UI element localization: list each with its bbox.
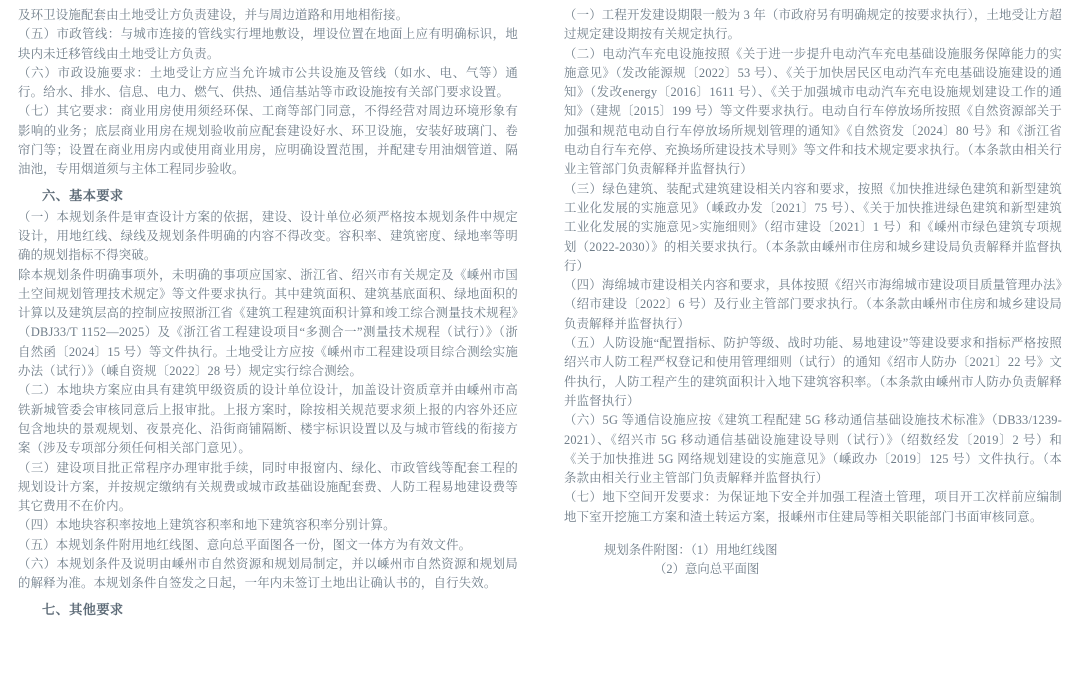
attachment-line-2: （2）意向总平面图 [654,562,760,577]
right-text-column [540,6,1062,683]
paragraph: （五）本规划条件附用地红线图、意向总平面图各一份，图文一体方为有效文件。 [18,537,472,552]
paragraph: （二）本地块方案应由具有建筑甲级资质的设计单位设计，加盖设计资质章并由嵊州市高铁新城管委会审核同意后上报审批。上报方案时，除按相关规范要求须上报的内容外还应包含地块的景观规划、夜景亮化、沿街商铺隔断、楼宇标识设置以及与城市管线的衔接方案（涉及专项部分须任何相关部门意见）。 [18,383,518,456]
paragraph: （七）其它要求：商业用房使用须经环保、工商等部门同意，不得经营对周边环境形象有影响的业务；底层商业用房在规划验收前应配套建设好水、环卫设施，安装好玻璃门、卷帘门等；设置在商业用房内或使用商业用房，应明确设置范围，并配建专用油烟管道、隔油池，专用烟道须与主体工程同步验收。 [18,104,518,177]
paragraph: （六）本规划条件及说明由嵊州市自然资源和规划局制定，并以嵊州市自然资源和规划局的解释为准。本规划条件自签发之日起，一年内未签订土地出让确认书的，自行失效。 [18,557,518,591]
paragraph: 除本规划条件明确事项外，未明确的事项应国家、浙江省、绍兴市有关规定及《嵊州市国土空间规划管理技术规定》等文件要求执行。其中建筑面积、建筑基底面积、绿地面积的计算以及建筑层高的控制应按照浙江省《建筑工程建筑面积计算和竣工综合测量技术规程》（DBJ33/T 1152—2025）及《浙江省工程建设项目“多测合一”测量技术规程（试行）》（浙自然函〔2024〕15 号）等文件执行。土地受让方应按《嵊州市工程建设项目综合测绘实施办法（试行）》（嵊自资规〔2022〕28 号）规定实行综合测绘。 [18,267,518,379]
paragraph: （四）海绵城市建设相关内容和要求，具体按照《绍兴市海绵城市建设项目质量管理办法》（绍市建设〔2022〕6 号）及行业主管部门要求执行。（本条款由嵊州市住房和城乡建设局负责解释并监督执行） [564,278,1062,331]
paragraph: （五）市政管线：与城市连接的管线实行埋地敷设，埋设位置在地面上应有明确标识，地块内未迁移管线由土地受让方负责。 [18,27,518,61]
section-heading-basic-requirements: 六、基本要求 [42,187,124,203]
paragraph: （二）电动汽车充电设施按照《关于进一步提升电动汽车充电基础设施服务保障能力的实施意见》（发改能源规〔2022〕53 号）、《关于加快居民区电动汽车充电基础设施建设的通知》（发改energy〔2016〕1611 号）、《关于加强城市电动汽车充电设施规划建设工作的通知》（建规〔2015〕199 号）等文件要求执行。电动自行车停放场所按照《自然资源部关于加强和规范电动自行车停放场所规划管理的通知》《自然资发〔2024〕80 号》和《浙江省电动自行车充停、充换场所建设技术导则》等文件和技术规定要求执行。（本条款由相关行业主管部门负责解释并监督执行） [564,46,1062,177]
paragraph: （四）本地块容积率按地上建筑容积率和地下建筑容积率分别计算。 [18,518,396,533]
paragraph: （五）人防设施“配置指标、防护等级、战时功能、易地建设”等建设要求和指标严格按照绍兴市人防工程严权登记和使用管理细则（试行）的通知《绍市人防办〔2021〕22 号》文件执行，人防工程产生的建筑面积计入地下建筑容积率。（本条款由嵊州市人防办负责解释并监督执行） [564,336,1062,408]
attachment-line-1: 规划条件附图：（1）用地红线图 [604,543,778,558]
section-heading-other-requirements: 七、其他要求 [42,601,124,617]
paragraph: （七）地下空间开发要求：为保证地下安全并加强工程渣土管理，项目开工次样前应编制地下室开挖施工方案和渣土转运方案，报嵊州市住建局等相关职能部门书面审核同意。 [564,490,1062,524]
paragraph: （一）本规划条件是审查设计方案的依据，建设、设计单位必须严格按本规划条件中规定设计，用地红线、绿线及规划条件明确的内容不得改变。容积率、建筑密度、绿地率等明确的规划指标不得突破。 [18,209,518,263]
left-text-column [18,6,540,683]
paragraph: （一）工程开发建设期限一般为 3 年（市政府另有明确规定的按要求执行），土地受让方超过规定建设期按有关规定执行。 [564,8,1062,42]
paragraph: （三）建设项目批正常程序办理审批手续，同时申报窗内、绿化、市政管线等配套工程的规划设计方案，并按规定缴纳有关规费或城市政基础设施配套费、人防工程易地建设费等其它费用不在价内。 [18,460,518,514]
paragraph: （三）绿色建筑、装配式建筑建设相关内容和要求，按照《加快推进绿色建筑和新型建筑工业化发展的实施意见》（嵊政办发〔2021〕75 号）、《关于加快推进绿色建筑和新型建筑工业化发展的实施意见>实施细则》（绍市建设〔2021〕1 号）和《嵊州市绿色建筑专项规划（2022-2030）》的相关要求执行。（本条款由嵊州市住房和城乡建设局负责解释并监督执行） [564,181,1062,273]
paragraph: （六）5G 等通信设施应按《建筑工程配建 5G 移动通信基础设施技术标准》（DB33/1239-2021）、《绍兴市 5G 移动通信基础设施建设导则（试行）》（绍数经发〔2019〕2 号）和《关于加快推进 5G 网络规划建设的实施意见》（嵊政办〔2019〕125 号）文件执行。（本条款由相关行业主管部门负责解释并监督执行） [564,413,1062,486]
paragraph: 及环卫设施配套由土地受让方负责建设，并与周边道路和用地相衔接。 [18,8,409,22]
paragraph: （六）市政设施要求：土地受让方应当允许城市公共设施及管线（如水、电、气等）通行。给水、排水、信息、电力、燃气、供热、通信基站等市政设施按有关部门要求设置。 [18,65,518,100]
